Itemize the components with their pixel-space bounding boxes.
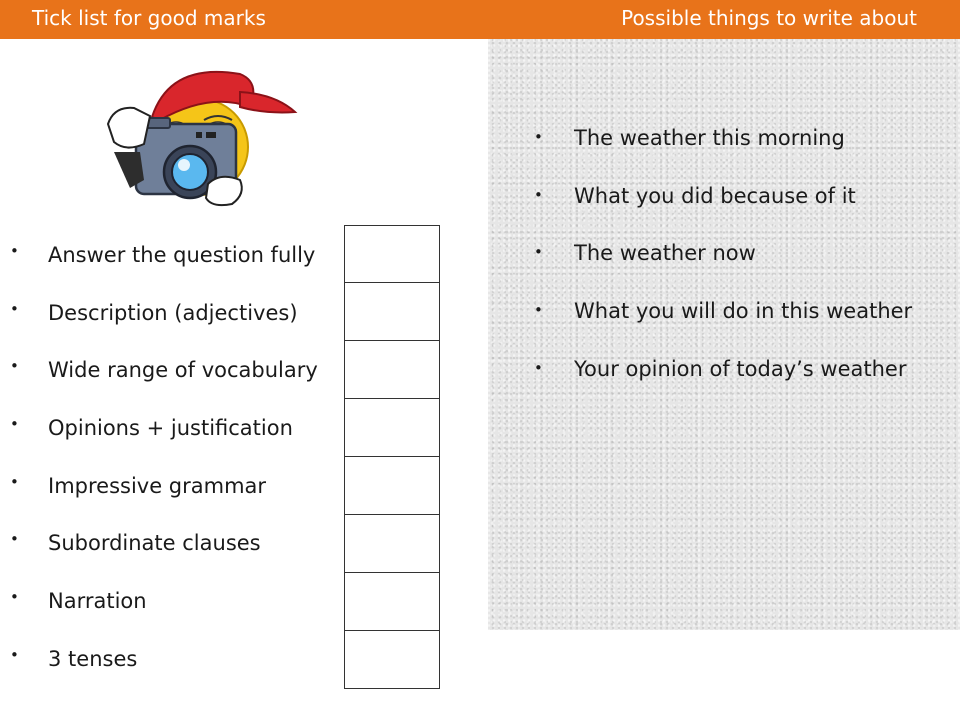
bullet-icon: •: [534, 301, 543, 320]
topic-item-label: What you will do in this weather: [574, 299, 913, 324]
bullet-icon: •: [10, 299, 19, 318]
tick-box[interactable]: [344, 341, 440, 399]
topics-title: Possible things to write about: [621, 6, 917, 30]
tick-list-item-label: Description (adjectives): [48, 300, 298, 325]
bullet-icon: •: [534, 243, 543, 262]
topic-item-label: Your opinion of today’s weather: [574, 356, 907, 381]
tick-list-item-label: Narration: [48, 589, 147, 614]
topic-item-label: The weather this morning: [574, 126, 845, 150]
tick-box[interactable]: [344, 515, 440, 573]
tick-box[interactable]: [344, 573, 440, 631]
bullet-icon: •: [534, 358, 543, 377]
tick-list-title: Tick list for good marks: [32, 6, 266, 30]
tick-box[interactable]: [344, 399, 440, 457]
smiley-photographer-icon: [100, 62, 300, 222]
topic-item-label: The weather now: [574, 241, 756, 266]
bullet-icon: •: [10, 472, 19, 491]
bullet-icon: •: [534, 128, 543, 146]
tick-list-item-label: 3 tenses: [48, 646, 138, 671]
tick-box[interactable]: [344, 631, 440, 689]
bullet-icon: •: [10, 242, 19, 260]
bullet-icon: •: [10, 415, 19, 434]
tick-box-column: [344, 225, 440, 689]
tick-list-item-label: Impressive grammar: [48, 473, 267, 498]
bullet-icon: •: [10, 645, 19, 664]
bullet-icon: •: [10, 530, 19, 549]
tick-box[interactable]: [344, 283, 440, 341]
tick-list-item-label: Opinions + justification: [48, 416, 293, 441]
tick-box[interactable]: [344, 225, 440, 283]
tick-list-item-label: Subordinate clauses: [48, 531, 261, 556]
tick-list-item-label: Answer the question fully: [48, 243, 316, 267]
bullet-icon: •: [10, 588, 19, 607]
topic-item-label: What you did because of it: [574, 183, 856, 208]
tick-list-item-label: Wide range of vocabulary: [48, 358, 318, 383]
header-bar: [0, 0, 960, 39]
bullet-icon: •: [534, 185, 543, 204]
bullet-icon: •: [10, 357, 19, 376]
tick-box[interactable]: [344, 457, 440, 515]
